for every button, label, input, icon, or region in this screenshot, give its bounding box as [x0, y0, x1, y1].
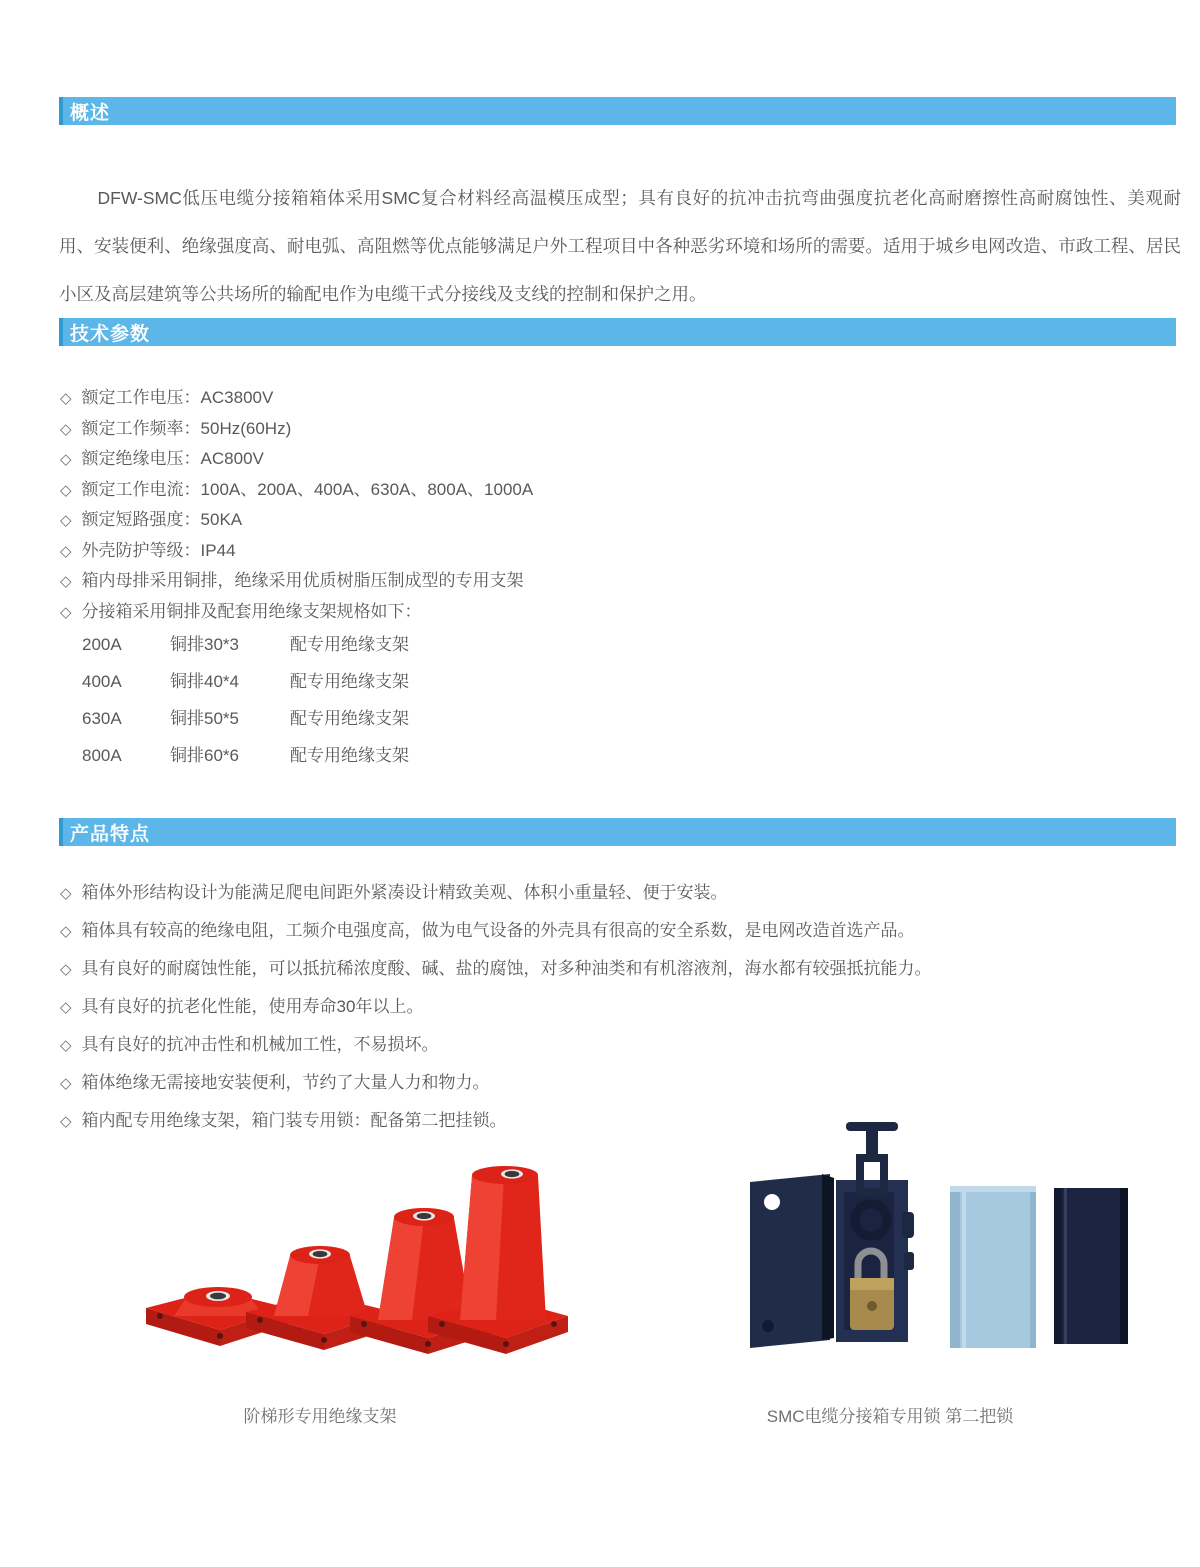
- feature-item: [60, 1026, 1180, 1064]
- lock-image: [738, 1112, 1128, 1367]
- section-bar-tech: [59, 318, 1176, 346]
- tech-param-item: [60, 505, 1160, 536]
- tech-parameter-list: [60, 383, 1160, 627]
- tech-param-item: [60, 414, 1160, 445]
- feature-item: [60, 1064, 1180, 1102]
- busbar-spec-row: [82, 626, 602, 663]
- lock-body: [836, 1122, 914, 1342]
- feature-text: 具有良好的抗老化性能，使用寿命30年以上。: [81, 997, 424, 1016]
- diamond-bullet-icon: ◇: [60, 885, 72, 902]
- tech-param-item: [60, 444, 1160, 475]
- feature-text: 箱体具有较高的绝缘电阻，工频介电强度高，做为电气设备的外壳具有很高的安全系数，是电网改造首选产品。: [81, 921, 915, 940]
- diamond-bullet-icon: ◇: [60, 481, 72, 499]
- step-insulators-image: [128, 1140, 568, 1375]
- lock-illustration: [738, 1112, 1128, 1367]
- feature-text: 箱内配专用绝缘支架，箱门装专用锁：配备第二把挂锁。: [81, 1111, 507, 1130]
- diamond-bullet-icon: ◇: [60, 451, 72, 468]
- tech-param-item: [60, 536, 1160, 567]
- spec-busbar: 铜排40*4: [170, 672, 239, 691]
- diamond-bullet-icon: ◇: [60, 999, 72, 1016]
- diamond-bullet-icon: ◇: [60, 573, 72, 590]
- spec-busbar: 铜排60*6: [170, 746, 239, 765]
- spec-support: 配专用绝缘支架: [290, 635, 409, 654]
- tech-param-item: [60, 475, 1160, 506]
- spec-current: 800A: [82, 746, 122, 765]
- feature-item: [60, 950, 1180, 988]
- tech-param-text: 额定工作频率：50Hz(60Hz): [81, 418, 292, 438]
- diamond-bullet-icon: ◇: [60, 1037, 72, 1054]
- spec-current: 400A: [82, 672, 122, 691]
- product-features-list: [60, 874, 1180, 1140]
- tech-param-text: 额定短路强度：50KA: [81, 510, 243, 529]
- busbar-spec-row: [82, 737, 602, 774]
- tech-param-text: 额定绝缘电压：AC800V: [81, 449, 264, 468]
- diamond-bullet-icon: ◇: [60, 512, 72, 529]
- busbar-spec-row: [82, 700, 602, 737]
- feature-item: [60, 988, 1180, 1026]
- left-figure-caption: 阶梯形专用绝缘支架: [243, 1407, 397, 1426]
- spec-support: 配专用绝缘支架: [290, 746, 409, 765]
- feature-text: 箱体绝缘无需接地安装便利，节约了大量人力和物力。: [81, 1073, 490, 1092]
- section-title-overview: 概述: [70, 102, 111, 124]
- diamond-bullet-icon: ◇: [60, 390, 72, 407]
- tech-param-item: [60, 597, 1160, 628]
- diamond-bullet-icon: ◇: [60, 542, 72, 560]
- diamond-bullet-icon: ◇: [60, 420, 72, 438]
- tech-param-item: [60, 566, 1160, 597]
- feature-item: [60, 912, 1180, 950]
- spec-current: 200A: [82, 635, 122, 654]
- diamond-bullet-icon: ◇: [60, 1113, 72, 1130]
- feature-text: 具有良好的耐腐蚀性能，可以抵抗稀浓度酸、碱、盐的腐蚀，对多种油类和有机溶液剂，海水都有较强抵抗能力。: [81, 959, 932, 978]
- dark-panel-piece: [1054, 1188, 1128, 1344]
- diamond-bullet-icon: ◇: [60, 923, 72, 940]
- section-bar-features: [59, 818, 1176, 846]
- lock-open-door: [750, 1174, 834, 1348]
- tech-param-text: 额定工作电压：AC3800V: [81, 388, 274, 407]
- busbar-spec-row: [82, 663, 602, 700]
- busbar-spec-table: [82, 626, 602, 774]
- diamond-bullet-icon: ◇: [60, 961, 72, 978]
- diamond-bullet-icon: ◇: [60, 1075, 72, 1092]
- tech-param-item: [60, 383, 1160, 414]
- spec-support: 配专用绝缘支架: [290, 709, 409, 728]
- tech-param-text: 箱内母排采用铜排，绝缘采用优质树脂压制成型的专用支架: [81, 571, 524, 590]
- diamond-bullet-icon: ◇: [60, 603, 72, 621]
- section-title-tech: 技术参数: [70, 323, 151, 345]
- section-title-features: 产品特点: [70, 823, 151, 845]
- feature-item: [60, 874, 1180, 912]
- tech-param-text: 外壳防护等级：IP44: [81, 540, 236, 560]
- spec-current: 630A: [82, 709, 122, 728]
- tech-param-text: 额定工作电流：100A、200A、400A、630A、800A、1000A: [81, 479, 534, 499]
- spec-busbar: 铜排30*3: [170, 635, 239, 654]
- overview-paragraph: DFW-SMC低压电缆分接箱箱体采用SMC复合材料经高温模压成型；具有良好的抗冲击抗弯曲强度抗老化高耐磨擦性高耐腐蚀性、美观耐用、安装便利、绝缘强度高、耐电弧、高阻燃等优点能够满足户外工程项目中各种恶劣环境和场所的需要。适用于城乡电网改造、市政工程、居民小区及高层建筑等公共场所的输配电作为电缆干式分接线及支线的控制和保护之用。: [59, 187, 1181, 304]
- step-insulators-illustration: [128, 1140, 568, 1375]
- tech-param-text: 分接箱采用铜排及配套用绝缘支架规格如下：: [81, 601, 422, 621]
- channel-cover-piece: [950, 1186, 1036, 1348]
- feature-text: 具有良好的抗冲击性和机械加工性，不易损坏。: [81, 1035, 439, 1054]
- right-figure-caption: SMC电缆分接箱专用锁 第二把锁: [766, 1407, 1014, 1426]
- spec-busbar: 铜排50*5: [170, 709, 239, 728]
- feature-text: 箱体外形结构设计为能满足爬电间距外紧凑设计精致美观、体积小重量轻、便于安装。: [81, 883, 728, 902]
- spec-support: 配专用绝缘支架: [290, 672, 409, 691]
- section-bar-overview: [59, 97, 1176, 125]
